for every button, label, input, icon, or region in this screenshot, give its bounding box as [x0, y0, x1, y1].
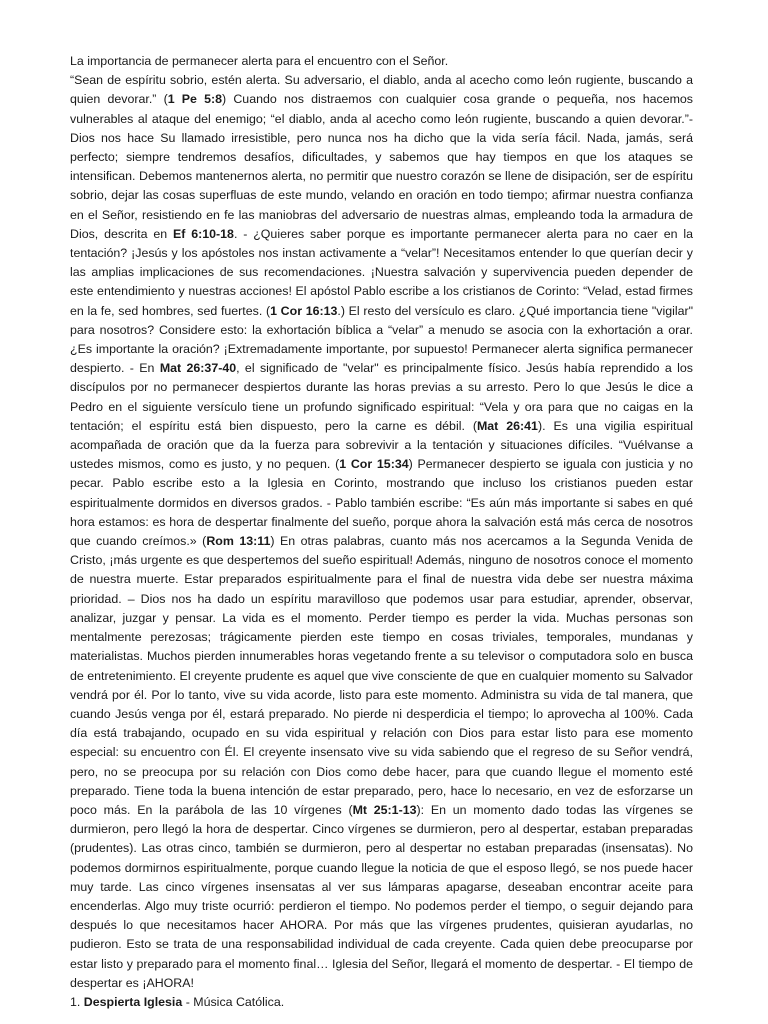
- song-subtitle: - Música Católica.: [182, 994, 285, 1009]
- bible-reference: Mt 25:1-13: [352, 802, 417, 817]
- bible-reference: Ef 6:10-18: [172, 226, 234, 241]
- body-text: . - ¿Quieres saber porque es importante permanecer alerta para no caer en la tentación? ¡Jesús y los apóstoles nos instan activamente a “velar”! Necesitamos entender lo que querían decir y las amplias implicaciones de sus recomendaciones. ¡Nuestra salvación y supervivencia pueden depender de este entendimiento y nuestras acciones! El apóstol Pablo escribe a los cristianos de Corinto: “Velad, estad firmes en la fe, sed hombres, sed fuertes. (: [70, 226, 694, 318]
- bible-reference: Rom 13:11: [206, 534, 271, 549]
- body-text: ): En un momento dado todas las vírgenes se durmieron, pero llegó la hora de despertar. Cinco vírgenes se durmieron, pero al despertar, estaban preparadas (prudentes). Las otras cinco, también se durmieron, pero al despertar no estaban preparadas (insensatas). No podemos dormirnos espiritualmente, porque cuando llegue la noticia de que el esposo llegó, se nos puede hacer muy tarde. Las cinco vírgenes insensatas al ver sus lámparas apagarse, deseaban encontrar aceite para encenderlas. Algo muy triste ocurrió: perdieron el tiempo. No podemos perder el tiempo, o seguir dejando para después lo que necesitamos hacer AHORA. Por más que las vírgenes prudentes, quisieran ayudarlas, no pudieron. Esto se trata de una responsabilidad individual de cada creyente. Cada quien debe preocuparse por estar listo y preparado para el momento final… Iglesia del Señor, llegará el momento de despertar. - El tiempo de despertar es ¡AHORA!: [70, 802, 694, 990]
- document-page: [70, 52, 693, 1012]
- bible-reference: 1 Cor 16:13: [270, 303, 338, 318]
- body-text: ). Es una vigilia espiritual acompañada de oración que da la fuerza para sobrevivir a la tentación y situaciones difíciles. “Vuélvanse a ustedes mismos, como es justo, y no pequen. (: [70, 418, 693, 472]
- song-title: Despierta Iglesia: [83, 994, 183, 1009]
- document-title: La importancia de permanecer alerta para el encuentro con el Señor.: [70, 54, 449, 68]
- bible-reference: 1 Pe 5:8: [167, 92, 223, 107]
- body-text: “Sean de espíritu sobrio, estén alerta. Su adversario, el diablo, anda al acecho como león rugiente, buscando a quien devorar.” (: [70, 73, 693, 107]
- document-body: [70, 71, 693, 993]
- bible-reference: 1 Cor 15:34: [339, 457, 409, 472]
- body-text: ) Permanecer despierto se iguala con justicia y no pecar. Pablo escribe esto a la Iglesia en Corinto, mostrando que incluso los cristianos pueden estar espiritualmente dormidos en diversos grados. - Pablo también escribe: “Es aún más importante si sabes en qué hora estamos: es hora de despertar finalmente del sueño, porque ahora la salvación está más cerca de nosotros que cuando creímos.» (: [70, 457, 693, 549]
- bible-reference: Mat 26:37-40: [159, 361, 237, 376]
- body-text: , el significado de "velar" es principalmente físico. Jesús había reprendido a los discípulos por no permanecer despiertos durante las horas previas a su arresto. Pero lo que Jesús le dice a Pedro en el siguiente versículo tiene un profundo significado espiritual: “Vela y ora para que no caigas en la tentación; el espíritu está bien dispuesto, pero la carne es débil. (: [70, 361, 693, 433]
- bible-reference: Mat 26:41: [476, 418, 538, 433]
- song-list-item: [70, 993, 693, 1012]
- body-text: .) El resto del versículo es claro. ¿Qué importancia tiene "vigilar" para nosotros? Considere esto: la exhortación bíblica a “velar” a menudo se asocia con la exhortación a orar. ¿Es importante la oración? ¡Extremadamente importante, por supuesto! Permanecer alerta significa permanecer despierto. - En: [70, 303, 694, 376]
- list-number: 1.: [70, 994, 84, 1009]
- body-text: ) En otras palabras, cuanto más nos acercamos a la Segunda Venida de Cristo, ¡más urgente es que despertemos del sueño espiritual! Además, ninguno de nosotros conoce el momento de nuestra muerte. Estar preparados espiritualmente para el final de nuestra vida debe ser nuestra máxima prioridad. – Dios nos ha dado un espíritu maravilloso que podemos usar para estudiar, aprender, observar, analizar, juzgar y pensar. La vida es el momento. Perder tiempo es perder la vida. Muchas personas son mentalmente perezosas; trágicamente pierden este tiempo en cosas triviales, temporales, mundanas y materialistas. Muchos pierden innumerables horas vegetando frente a su televisor o computadora solo en busca de entretenimiento. El creyente prudente es aquel que vive consciente de que en cualquier momento su Salvador vendrá por él. Por lo tanto, vive su vida acorde, listo para este momento. Administra su vida de tal manera, que cuando Jesús venga por él, estará preparado. No pierde ni desperdicia el tiempo; lo aprovecha al 100%. Cada día está trabajando, ocupado en su vida espiritual y relación con Dios para estar listo para ese momento especial: su encuentro con Él. El creyente insensato vive su vida sabiendo que el regreso de su Señor vendrá, pero, no se preocupa por su relación con Dios como debe hacer, para que cuando llegue el momento esté preparado. Tiene toda la buena intención de estar preparado, pero, hace lo necesario, en vez de esforzarse un poco más. En la parábola de las 10 vírgenes (: [70, 534, 693, 817]
- body-text: ) Cuando nos distraemos con cualquier cosa grande o pequeña, nos hacemos vulnerables al ataque del enemigo; “el diablo, anda al acecho como león rugiente, buscando a quien devorar.”- Dios nos hace Su llamado irresistible, pero nunca nos ha dicho que la vida sería fácil. Nada, jamás, será perfecto; siempre tendremos desafíos, dificultades, y sabemos que hay tiempos en que los ataques se intensifican. Debemos mantenernos alerta, no permitir que nuestro corazón se llene de disipación, ser de espíritu sobrio, dejar las cosas superfluas de este mundo, velando en oración en todo tiempo; afirmar nuestra confianza en el Señor, resistiendo en fe las maniobras del adversario de nuestras almas, empleando toda la armadura de Dios, descrita en: [70, 92, 694, 241]
